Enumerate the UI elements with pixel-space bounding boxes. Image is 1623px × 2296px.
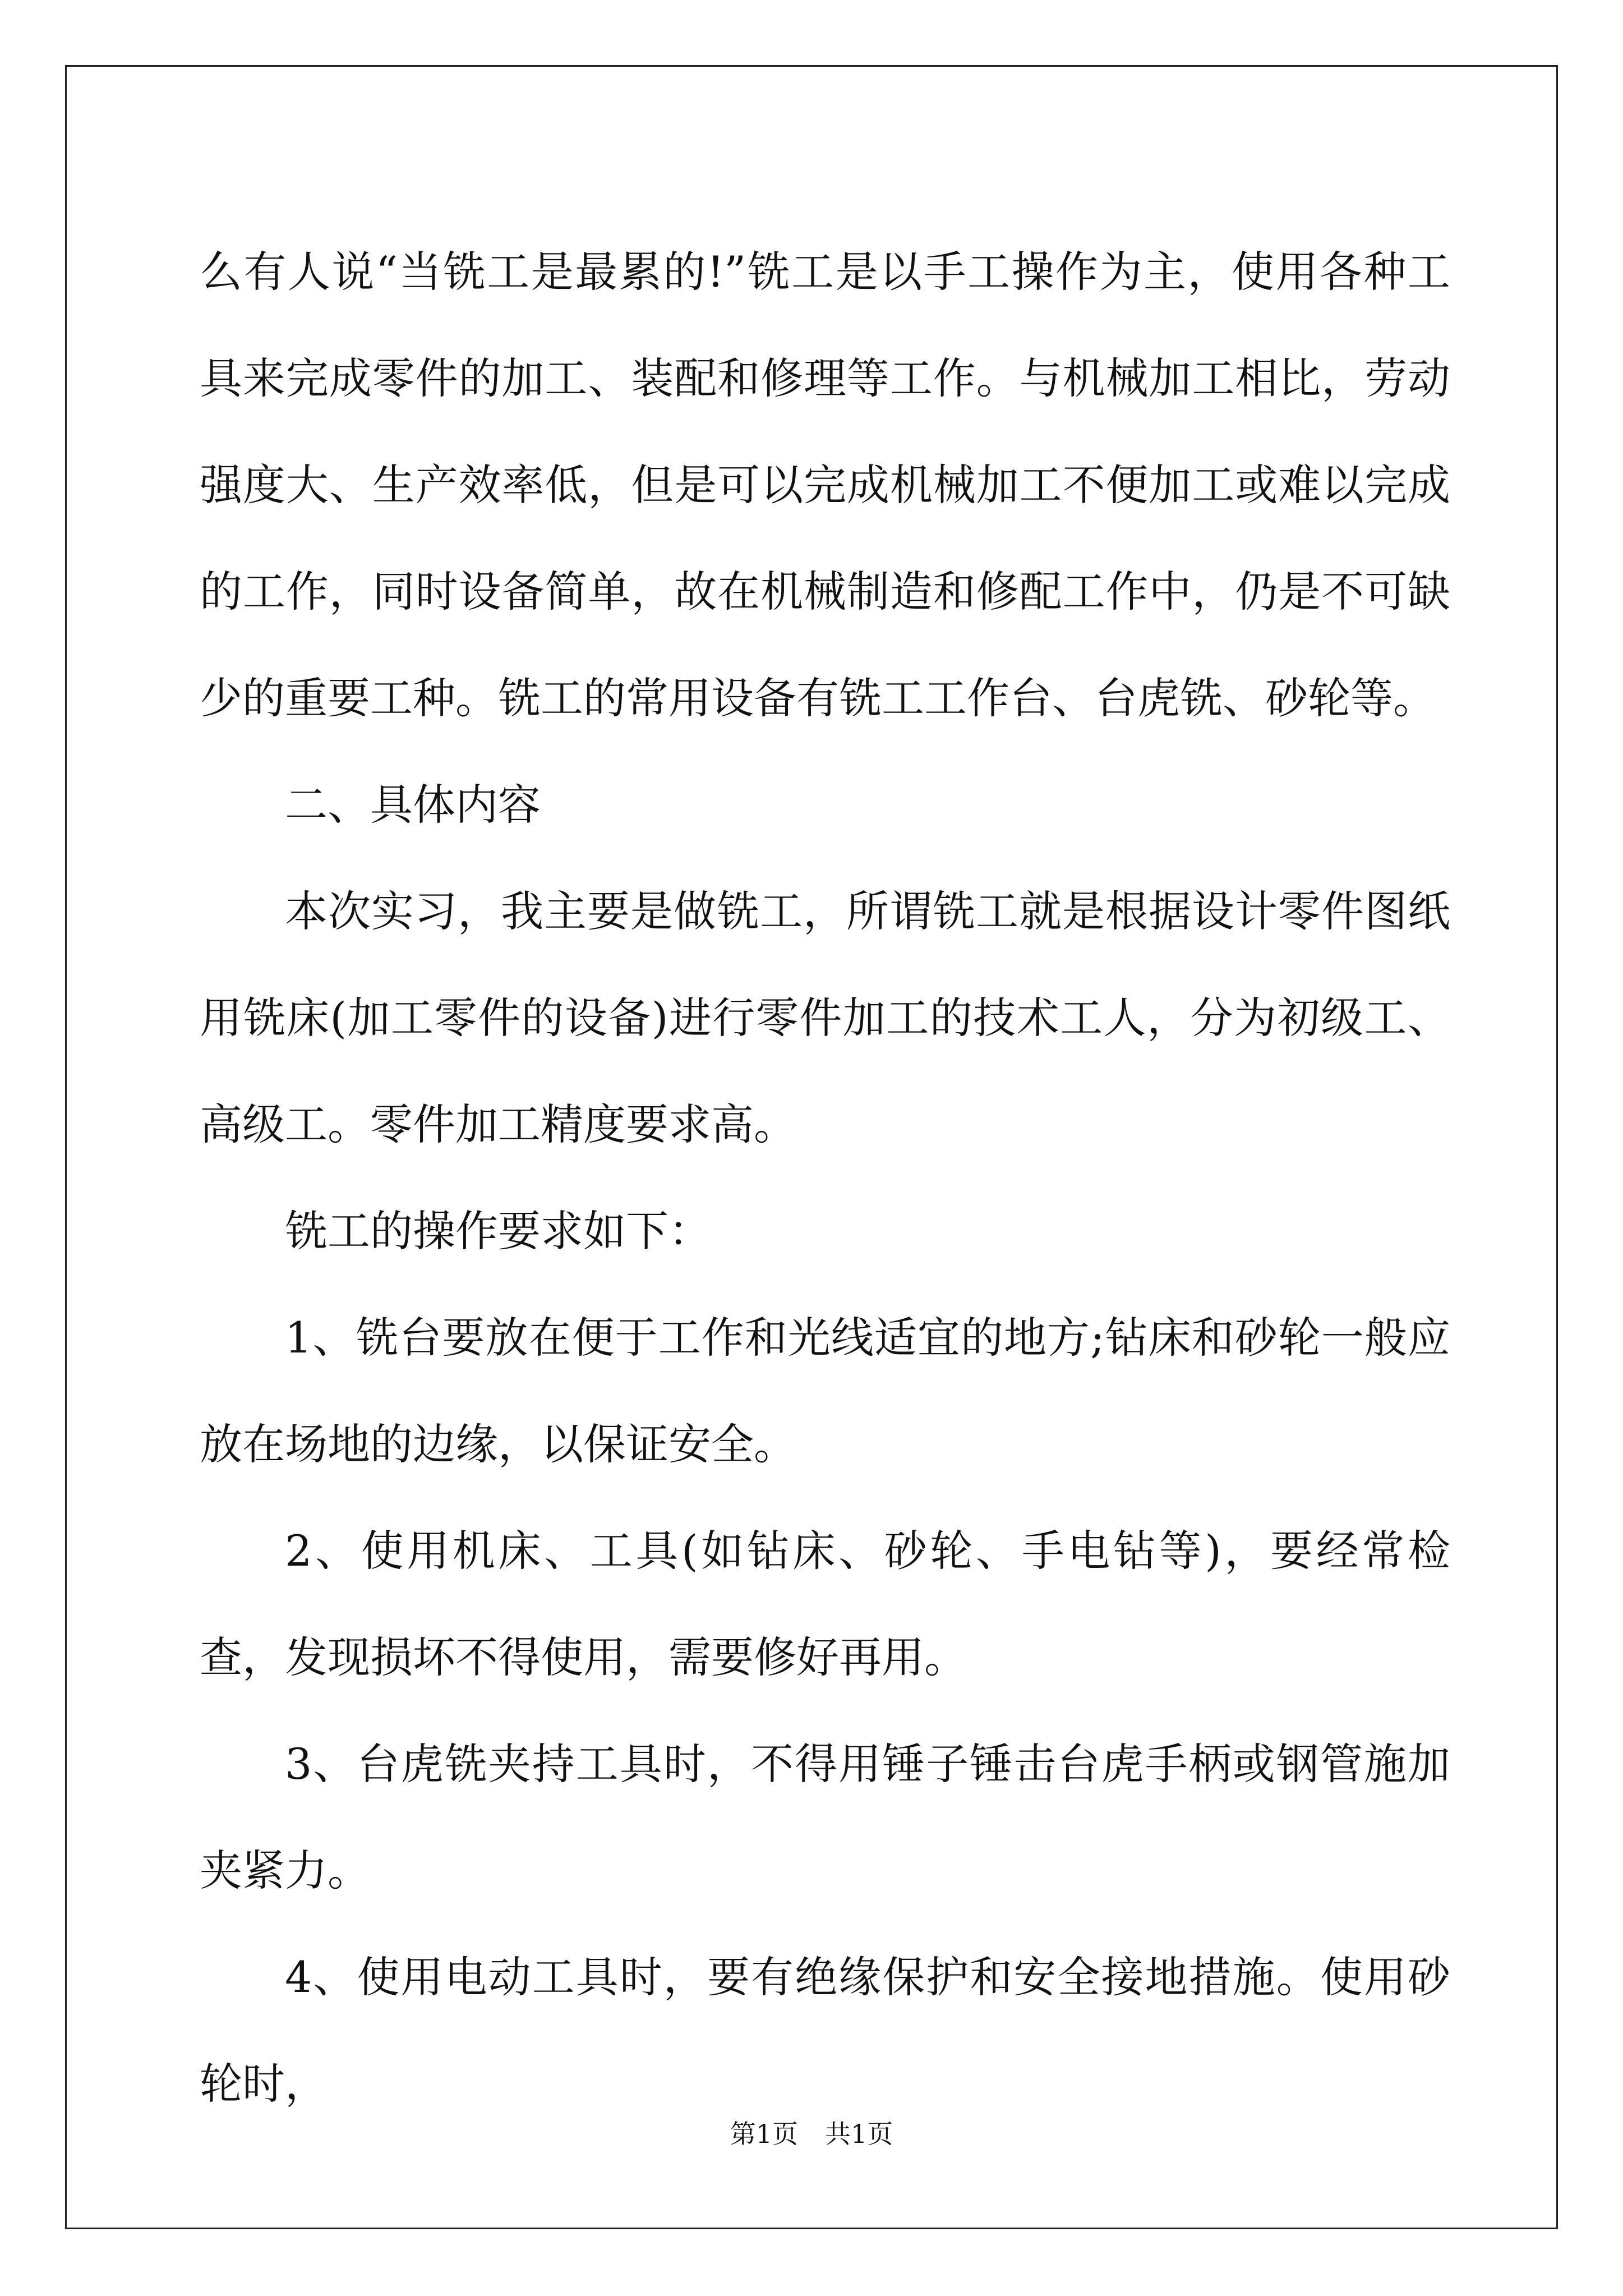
list-item-1: 1、铣台要放在便于工作和光线适宜的地方;钻床和砂轮一般应放在场地的边缘，以保证安全。 <box>200 1313 1450 1469</box>
paragraph-1: 么有人说“当铣工是最累的!”铣工是以手工操作为主，使用各种工具来完成零件的加工、装配和修理等工作。与机械加工相比，劳动强度大、生产效率低，但是可以完成机械加工不便加工或难以完成的工作，同时设备简单，故在机械制造和修配工作中，仍是不可缺少的重要工种。铣工的常用设备有铣工工作台、台虎铣、砂轮等。 <box>200 247 1450 723</box>
paragraph-3: 本次实习，我主要是做铣工，所谓铣工就是根据设计零件图纸用铣床(加工零件的设备)进行零件加工的技术工人，分为初级工、高级工。零件加工精度要求高。 <box>200 886 1450 1149</box>
list-item-2: 2、使用机床、工具(如钻床、砂轮、手电钻等)，要经常检查，发现损坏不得使用，需要修好再用。 <box>200 1526 1450 1682</box>
page-number: 第1页 <box>730 2119 798 2149</box>
document-body <box>200 219 1450 2137</box>
list-item-4: 4、使用电动工具时，要有绝缘保护和安全接地措施。使用砂轮时， <box>200 1952 1450 2109</box>
section-heading-content: 二、具体内容 <box>285 780 541 830</box>
page-total: 共1页 <box>825 2119 893 2149</box>
paragraph-4: 铣工的操作要求如下： <box>285 1206 711 1256</box>
list-item-3: 3、台虎铣夹持工具时，不得用锤子锤击台虎手柄或钢管施加夹紧力。 <box>200 1739 1450 1895</box>
page-footer <box>0 2114 1623 2151</box>
